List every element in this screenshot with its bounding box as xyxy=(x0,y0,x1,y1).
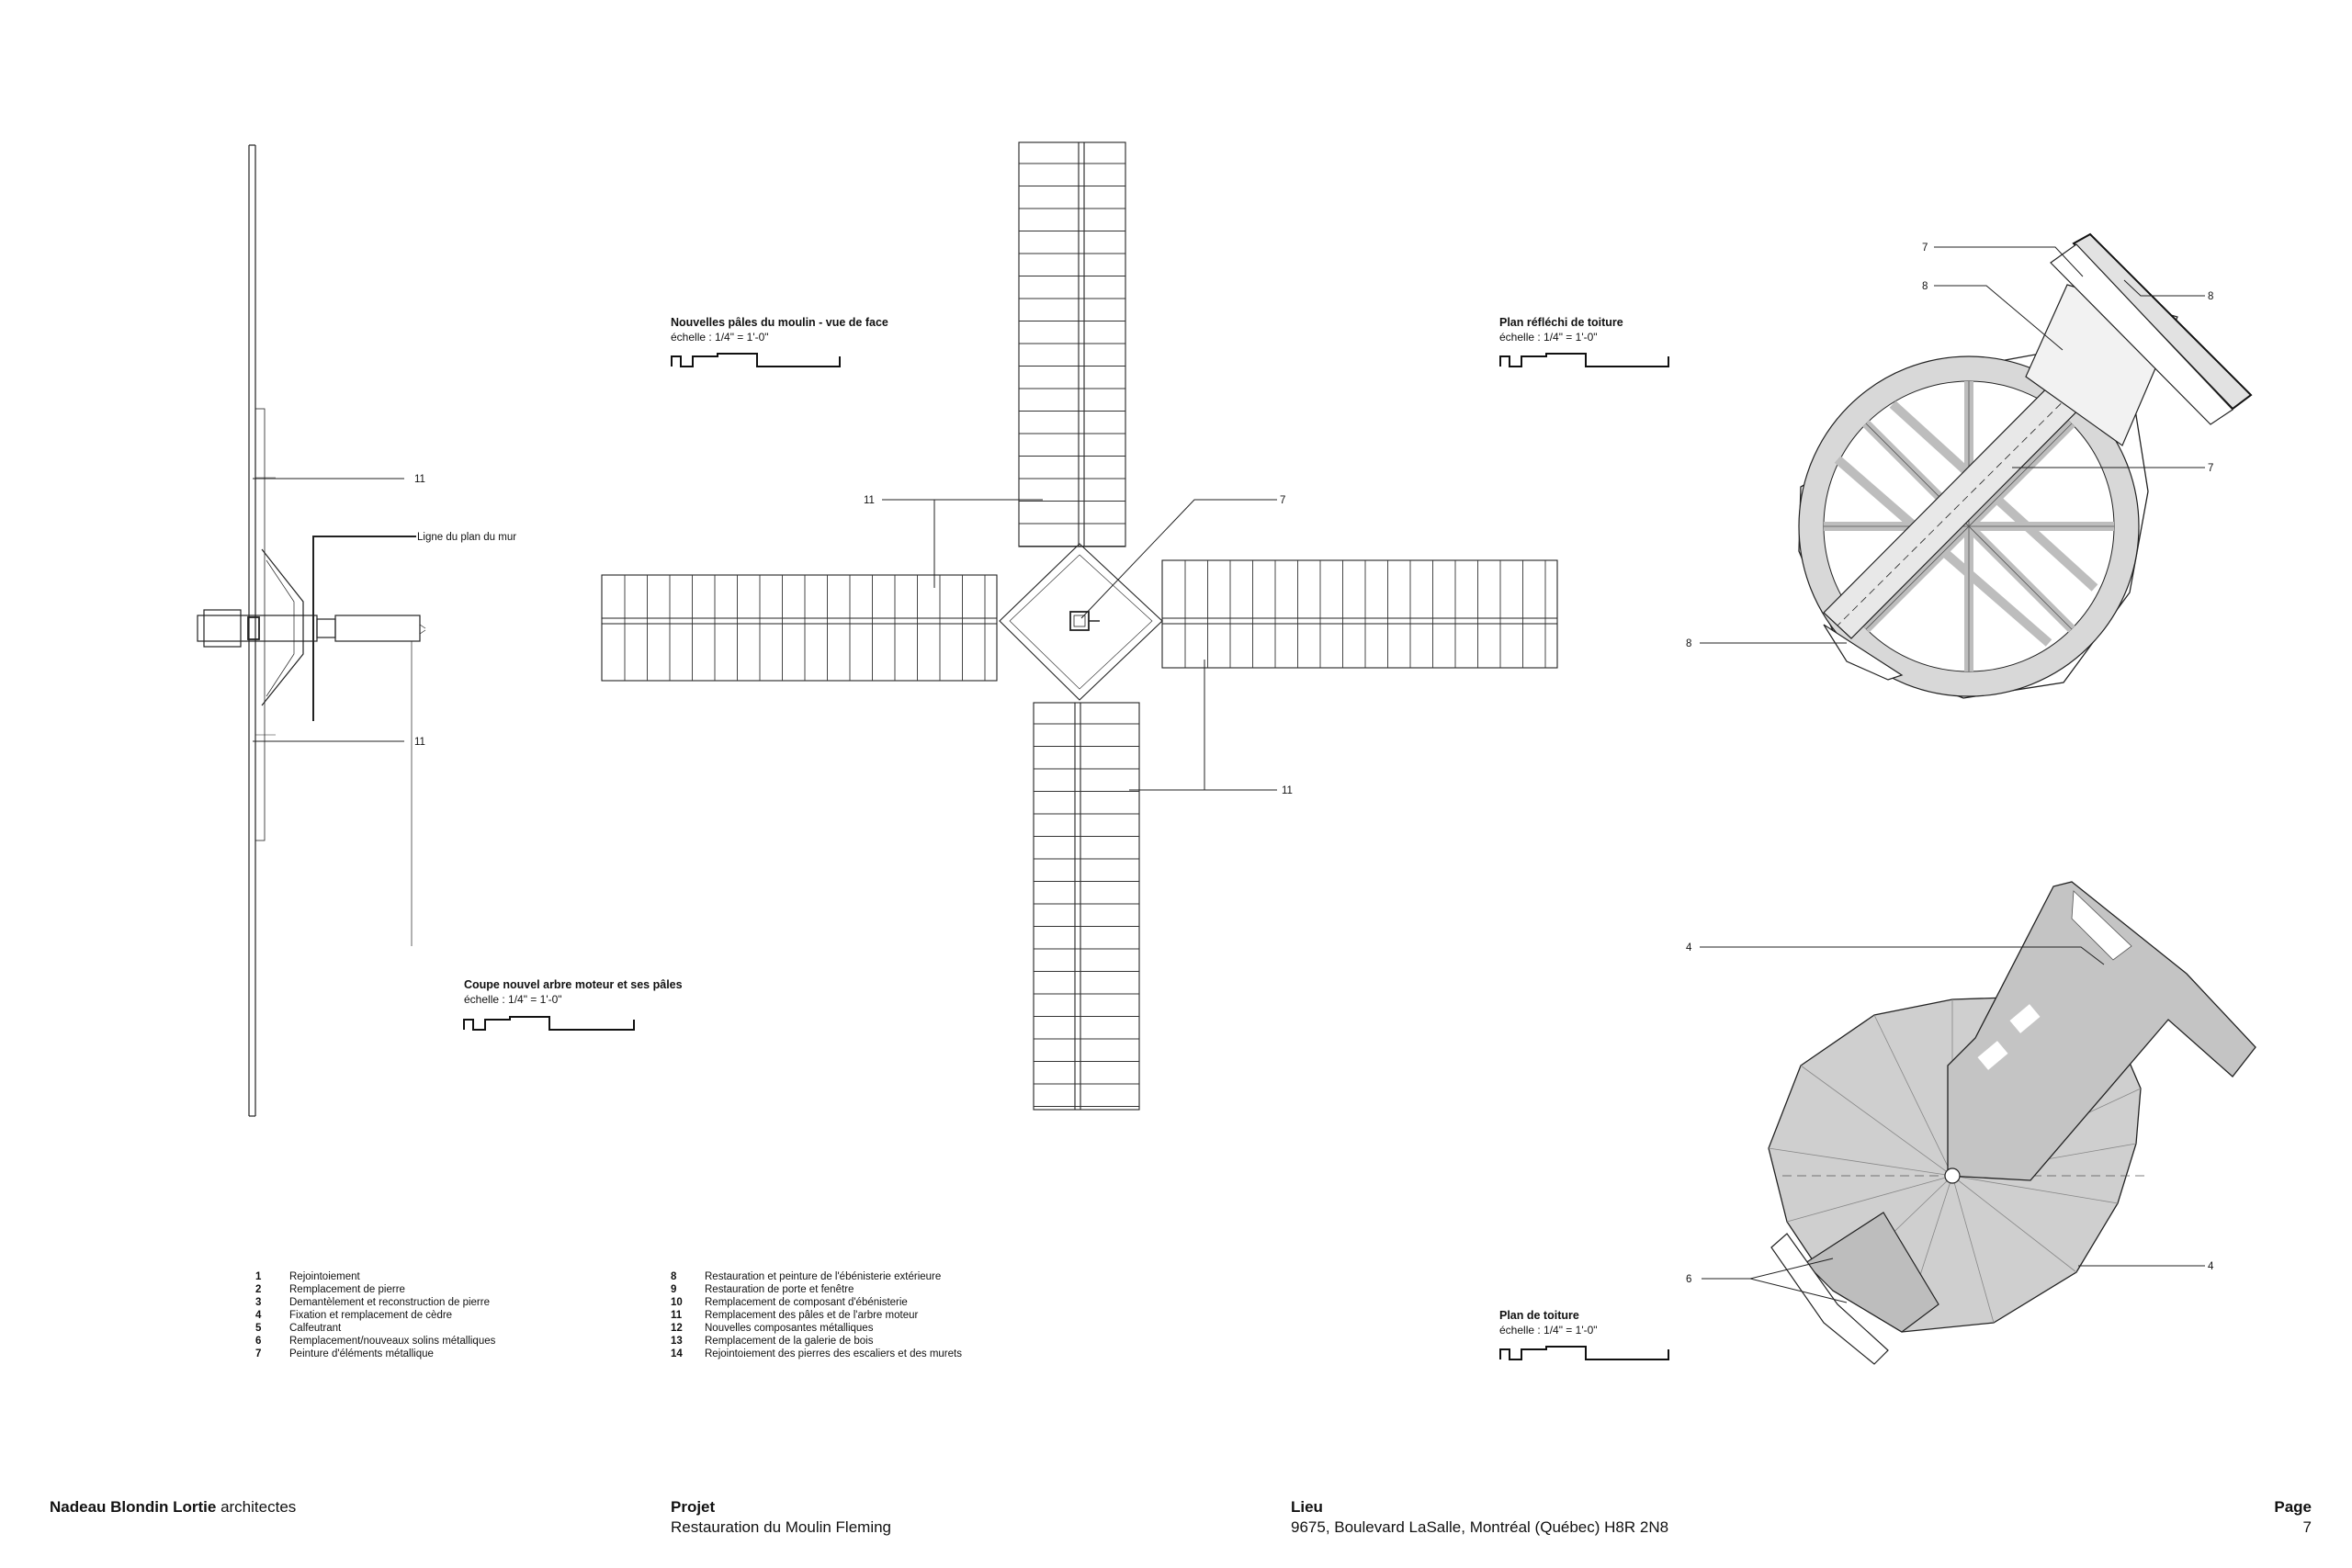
legend-text: Remplacement de pierre xyxy=(289,1284,405,1295)
legend-text: Calfeutrant xyxy=(289,1323,342,1334)
reflected-plan-title: Plan réfléchi de toiture xyxy=(1499,316,1623,329)
footer-project xyxy=(671,1497,891,1538)
roof-plan-title: Plan de toiture xyxy=(1499,1309,1579,1322)
project-label: Projet xyxy=(671,1498,716,1516)
legend-num: 2 xyxy=(255,1284,262,1295)
front-callout-11-right: 11 xyxy=(1282,785,1293,796)
section-callout-11-bottom: 11 xyxy=(414,737,425,748)
page-number: 7 xyxy=(2302,1518,2312,1536)
location-label: Lieu xyxy=(1291,1498,1323,1516)
firm-suffix: architectes xyxy=(216,1498,297,1516)
roof-callout-4-right: 4 xyxy=(2208,1261,2214,1272)
legend-num: 6 xyxy=(255,1336,262,1347)
wall-line-label: Ligne du plan du mur xyxy=(417,532,517,543)
reflected-plan-scale: échelle : 1/4" = 1'-0" xyxy=(1499,331,1598,344)
reflected-callout-8-right: 8 xyxy=(2208,291,2214,302)
roof-callout-6: 6 xyxy=(1686,1274,1692,1285)
legend-num: 9 xyxy=(671,1284,677,1295)
front-view-title: Nouvelles pâles du moulin - vue de face xyxy=(671,316,888,329)
legend-text: Remplacement des pâles et de l'arbre moteur xyxy=(705,1310,919,1321)
roof-callout-4-top: 4 xyxy=(1686,942,1692,953)
legend-num: 8 xyxy=(671,1271,677,1282)
legend-text: Demantèlement et reconstruction de pierre xyxy=(289,1297,490,1308)
front-view-scale: échelle : 1/4" = 1'-0" xyxy=(671,331,769,344)
front-callout-11-left: 11 xyxy=(864,495,875,506)
legend-text: Remplacement de la galerie de bois xyxy=(705,1336,874,1347)
front-callout-7: 7 xyxy=(1280,495,1286,506)
reflected-callout-8-left: 8 xyxy=(1686,638,1692,649)
page-label: Page xyxy=(2274,1498,2312,1516)
front-view-drawing xyxy=(602,142,1557,1110)
footer-location xyxy=(1291,1497,1668,1538)
firm-name: Nadeau Blondin Lortie xyxy=(50,1498,217,1516)
legend-text: Remplacement de composant d'ébénisterie xyxy=(705,1297,908,1308)
legend-text: Rejointoiement xyxy=(289,1271,360,1282)
legend-num: 14 xyxy=(671,1348,683,1359)
legend-text: Restauration de porte et fenêtre xyxy=(705,1284,854,1295)
legend-left xyxy=(255,1271,496,1359)
roof-plan-scale: échelle : 1/4" = 1'-0" xyxy=(1499,1324,1598,1337)
footer-firm xyxy=(50,1497,296,1517)
legend-right xyxy=(671,1271,962,1359)
front-view-scale-bar xyxy=(672,354,840,367)
section-drawing xyxy=(198,145,425,1116)
legend-num: 10 xyxy=(671,1297,683,1308)
section-scale-bar xyxy=(464,1017,634,1030)
reflected-callout-8-top: 8 xyxy=(1922,281,1928,292)
legend-text: Remplacement/nouveaux solins métalliques xyxy=(289,1336,496,1347)
location-value: 9675, Boulevard LaSalle, Montréal (Québec) H8R 2N8 xyxy=(1291,1518,1669,1536)
footer-page xyxy=(2274,1497,2312,1538)
legend-text: Rejointoiement des pierres des escaliers et des murets xyxy=(705,1348,962,1359)
legend-num: 7 xyxy=(255,1348,262,1359)
legend-text: Restauration et peinture de l'ébénisterie extérieure xyxy=(705,1271,942,1282)
roof-plan-drawing xyxy=(1769,882,2256,1364)
reflected-roof-plan-drawing xyxy=(1799,234,2251,698)
legend-text: Nouvelles composantes métalliques xyxy=(705,1323,874,1334)
legend-text: Fixation et remplacement de cèdre xyxy=(289,1310,453,1321)
section-scale: échelle : 1/4" = 1'-0" xyxy=(464,993,562,1006)
reflected-plan-scale-bar xyxy=(1500,354,1668,367)
legend-text: Peinture d'éléments métallique xyxy=(289,1348,434,1359)
section-title: Coupe nouvel arbre moteur et ses pâles xyxy=(464,978,683,991)
legend-num: 4 xyxy=(255,1310,262,1321)
reflected-callout-7-top: 7 xyxy=(1922,243,1928,254)
blade-rungs xyxy=(625,164,1545,1107)
roof-plan-scale-bar xyxy=(1500,1347,1668,1359)
project-value: Restauration du Moulin Fleming xyxy=(671,1518,892,1536)
legend-num: 12 xyxy=(671,1323,683,1334)
legend-num: 1 xyxy=(255,1271,262,1282)
section-callout-11-top: 11 xyxy=(414,474,425,485)
legend-num: 13 xyxy=(671,1336,683,1347)
section-leaders xyxy=(253,479,404,741)
reflected-callout-7-right: 7 xyxy=(2208,463,2214,474)
legend-num: 5 xyxy=(255,1323,262,1334)
legend-num: 11 xyxy=(671,1310,683,1321)
legend-num: 3 xyxy=(255,1297,262,1308)
